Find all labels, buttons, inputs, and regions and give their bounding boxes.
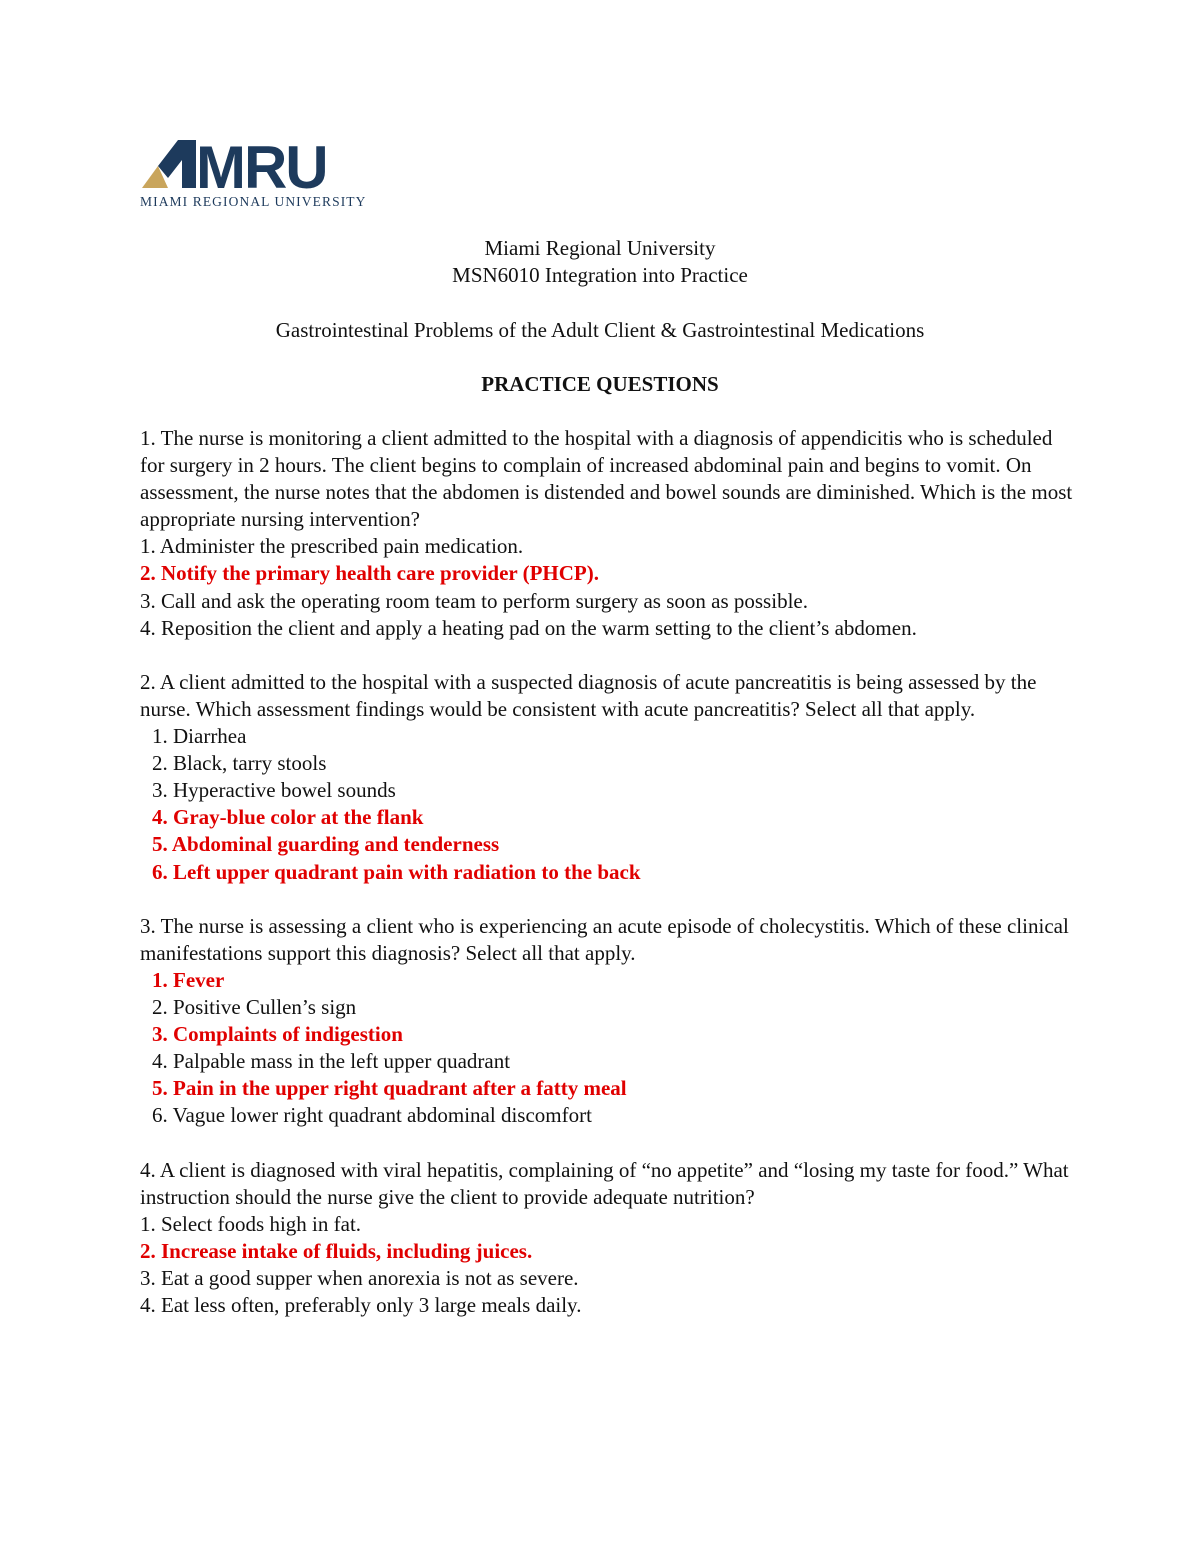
topic-title: Gastrointestinal Problems of the Adult Client & Gastrointestinal Medications (275, 318, 925, 342)
question-1 (140, 425, 1080, 642)
question-stem: 1. The nurse is monitoring a client admitted to the hospital with a diagnosis of appendicitis who is scheduled for surgery in 2 hours. The client begins to complain of increased abdominal pain and begins to vomit. On assessment, the nurse notes that the abdomen is distended and bowel sounds are diminished. Which is the most appropriate nursing intervention? (140, 426, 1073, 532)
answer-option: 4. Eat less often, preferably only 3 large meals daily. (140, 1293, 582, 1317)
answer-option: 6. Vague lower right quadrant abdominal discomfort (152, 1103, 592, 1128)
question-stem: 2. A client admitted to the hospital with a suspected diagnosis of acute pancreatitis is being assessed by the nurse. Which assessment findings would be consistent with acute pancreatitis? Select all that apply. (140, 669, 1037, 721)
answer-option: 3. Hyperactive bowel sounds (152, 778, 396, 803)
answer-option: 4. Reposition the client and apply a heating pad on the warm setting to the client’s abdomen. (140, 615, 917, 640)
answer-option: 4. Palpable mass in the left upper quadrant (152, 1049, 511, 1074)
answer-option-correct: 2. Increase intake of fluids, including juices. (140, 1238, 533, 1263)
question-stem: 4. A client is diagnosed with viral hepatitis, complaining of “no appetite” and “losing my taste for food.” What instruction should the nurse give the client to provide adequate nutrition? (140, 1157, 1069, 1209)
answer-option-correct: 3. Complaints of indigestion (152, 1022, 403, 1047)
answer-option: 3. Call and ask the operating room team to perform surgery as soon as possible. (140, 588, 808, 613)
answer-option-correct: 1. Fever (152, 967, 225, 992)
answer-option: 1. Administer the prescribed pain medication. (140, 534, 524, 559)
question-2 (140, 669, 1080, 886)
answer-option: 3. Eat a good supper when anorexia is not as severe. (140, 1265, 579, 1290)
questions-list (140, 425, 1080, 1346)
answer-option: 1. Select foods high in fat. (140, 1211, 362, 1236)
question-4 (140, 1157, 1080, 1320)
logo-subtitle: MIAMI REGIONAL UNIVERSITY (140, 194, 367, 209)
answer-option-correct: 5. Abdominal guarding and tenderness (152, 832, 500, 857)
section-title: PRACTICE QUESTIONS (481, 372, 719, 396)
question-stem: 3. The nurse is assessing a client who is experiencing an acute episode of cholecystitis. Which of these clinical manifestations support this diagnosis? Select all that apply. (140, 913, 1069, 965)
answer-option-correct: 4. Gray-blue color at the flank (152, 805, 424, 830)
question-3 (140, 913, 1080, 1130)
answer-option: 2. Positive Cullen’s sign (152, 994, 357, 1019)
answer-option-correct: 6. Left upper quadrant pain with radiation to the back (152, 859, 641, 884)
answer-option-correct: 2. Notify the primary health care provider (PHCP). (140, 561, 600, 586)
answer-option: 2. Black, tarry stools (152, 751, 327, 776)
mru-logo-mark (138, 138, 378, 194)
university-name: Miami Regional University (484, 236, 716, 260)
logo-wordmark: MRU (196, 138, 327, 194)
answer-option: 1. Diarrhea (152, 724, 247, 749)
answer-option-correct: 5. Pain in the upper right quadrant after a fatty meal (152, 1076, 627, 1101)
course-title: MSN6010 Integration into Practice (452, 263, 748, 287)
